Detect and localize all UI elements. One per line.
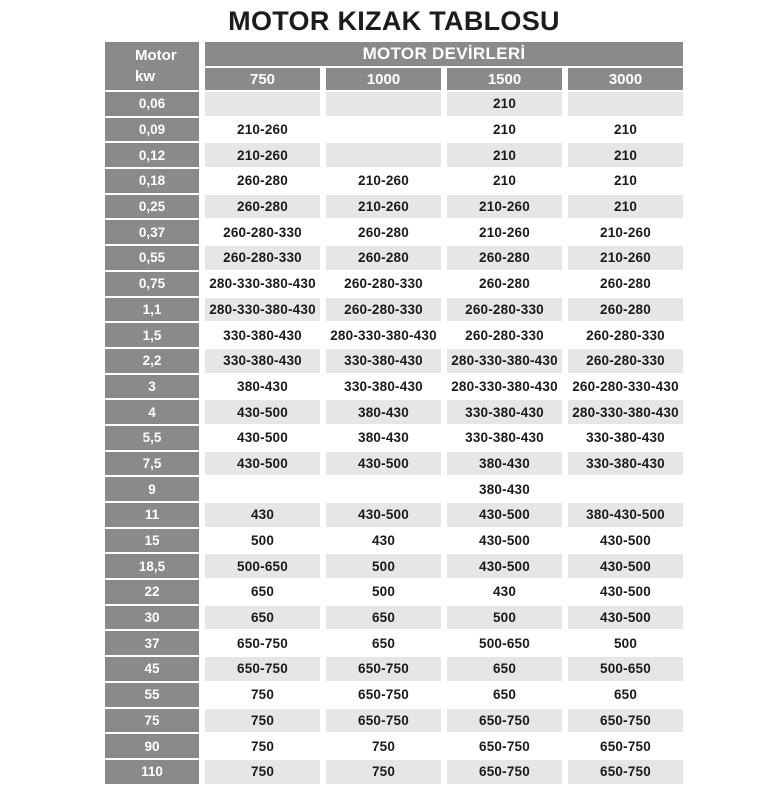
kizak-value-cell bbox=[326, 143, 441, 167]
kizak-value-cell: 380-430 bbox=[326, 400, 441, 424]
kizak-value-cell: 260-280 bbox=[447, 272, 562, 296]
motor-kw-value: 0,25 bbox=[105, 195, 199, 219]
kizak-value-cell: 280-330-380-430 bbox=[326, 323, 441, 347]
kizak-value-cell: 430-500 bbox=[205, 400, 320, 424]
kizak-value-cell: 260-280-330 bbox=[568, 349, 683, 373]
kizak-value-cell: 650-750 bbox=[326, 709, 441, 733]
kizak-value-cell: 650-750 bbox=[326, 683, 441, 707]
kizak-value-cell bbox=[205, 477, 320, 501]
motor-kw-value: 4 bbox=[105, 400, 199, 424]
motor-kw-value: 0,06 bbox=[105, 92, 199, 116]
kizak-value-cell: 430-500 bbox=[568, 606, 683, 630]
kizak-value-cell: 650-750 bbox=[447, 709, 562, 733]
kizak-value-cell: 210 bbox=[568, 195, 683, 219]
kizak-value-cell bbox=[568, 477, 683, 501]
kizak-value-cell: 280-330-380-430 bbox=[447, 375, 562, 399]
kizak-value-cell: 750 bbox=[205, 760, 320, 784]
kizak-value-cell: 210 bbox=[447, 169, 562, 193]
kizak-value-cell: 650 bbox=[205, 606, 320, 630]
kizak-value-cell: 650 bbox=[326, 631, 441, 655]
kizak-value-cell: 500-650 bbox=[447, 631, 562, 655]
motor-kw-header bbox=[105, 42, 199, 90]
motor-kw-value: 110 bbox=[105, 760, 199, 784]
kizak-value-cell: 260-280-330 bbox=[326, 272, 441, 296]
motor-kw-value: 75 bbox=[105, 709, 199, 733]
kizak-value-cell: 430 bbox=[326, 529, 441, 553]
kizak-value-cell: 430-500 bbox=[205, 426, 320, 450]
motor-kw-value: 0,12 bbox=[105, 143, 199, 167]
kizak-value-cell: 260-280-330 bbox=[205, 220, 320, 244]
kizak-value-cell: 650 bbox=[568, 683, 683, 707]
kizak-value-cell: 500 bbox=[326, 554, 441, 578]
kizak-value-cell: 650-750 bbox=[447, 734, 562, 758]
motor-kw-value: 3 bbox=[105, 375, 199, 399]
kizak-value-cell: 280-330-380-430 bbox=[447, 349, 562, 373]
motor-kw-value: 5,5 bbox=[105, 426, 199, 450]
kizak-value-cell: 210-260 bbox=[326, 169, 441, 193]
kizak-value-cell: 260-280 bbox=[568, 298, 683, 322]
kizak-value-cell: 430-500 bbox=[326, 452, 441, 476]
motor-kw-value: 1,1 bbox=[105, 298, 199, 322]
motor-kw-value: 0,55 bbox=[105, 246, 199, 270]
kizak-value-cell: 500 bbox=[568, 631, 683, 655]
kizak-value-cell: 750 bbox=[326, 734, 441, 758]
kizak-value-cell: 330-380-430 bbox=[205, 323, 320, 347]
kw-unit-label: kw bbox=[135, 68, 156, 85]
kizak-value-cell: 380-430 bbox=[447, 477, 562, 501]
kizak-value-cell: 430-500 bbox=[326, 503, 441, 527]
motor-kw-value: 0,18 bbox=[105, 169, 199, 193]
kizak-value-cell: 430-500 bbox=[447, 529, 562, 553]
kizak-value-cell: 430-500 bbox=[205, 452, 320, 476]
kizak-value-cell: 380-430-500 bbox=[568, 503, 683, 527]
kizak-value-cell: 650-750 bbox=[447, 760, 562, 784]
kizak-value-cell: 500 bbox=[205, 529, 320, 553]
kizak-value-cell: 210-260 bbox=[205, 143, 320, 167]
kizak-value-cell: 650-750 bbox=[205, 631, 320, 655]
kizak-value-cell: 650-750 bbox=[205, 657, 320, 681]
kizak-value-cell: 330-380-430 bbox=[205, 349, 320, 373]
kizak-value-cell: 210 bbox=[447, 143, 562, 167]
motor-kw-value: 11 bbox=[105, 503, 199, 527]
kizak-value-cell: 260-280-330 bbox=[568, 323, 683, 347]
kizak-value-cell: 750 bbox=[205, 709, 320, 733]
speed-column-header: 750 bbox=[205, 68, 320, 90]
kizak-value-cell: 650 bbox=[447, 683, 562, 707]
kizak-value-cell: 430-500 bbox=[568, 554, 683, 578]
kizak-value-cell: 430-500 bbox=[447, 554, 562, 578]
kizak-value-cell: 430-500 bbox=[568, 529, 683, 553]
kizak-value-cell: 280-330-380-430 bbox=[568, 400, 683, 424]
kizak-value-cell: 650-750 bbox=[568, 709, 683, 733]
kizak-value-cell: 260-280 bbox=[326, 220, 441, 244]
kizak-value-cell: 330-380-430 bbox=[447, 426, 562, 450]
speed-column-header: 1500 bbox=[447, 68, 562, 90]
kizak-value-cell: 280-330-380-430 bbox=[205, 272, 320, 296]
kizak-value-cell: 430-500 bbox=[568, 580, 683, 604]
motor-kizak-table bbox=[105, 42, 683, 784]
kizak-value-cell: 650-750 bbox=[326, 657, 441, 681]
kizak-value-cell: 210 bbox=[447, 92, 562, 116]
motor-kw-value: 0,09 bbox=[105, 118, 199, 142]
kizak-value-cell bbox=[205, 92, 320, 116]
kizak-value-cell: 210-260 bbox=[326, 195, 441, 219]
kizak-value-cell bbox=[326, 118, 441, 142]
motor-devirleri-header: MOTOR DEVİRLERİ bbox=[205, 42, 683, 66]
motor-kw-value: 9 bbox=[105, 477, 199, 501]
kizak-value-cell: 210 bbox=[568, 118, 683, 142]
kizak-value-cell: 650-750 bbox=[568, 734, 683, 758]
motor-kw-value: 7,5 bbox=[105, 452, 199, 476]
kizak-value-cell: 650-750 bbox=[568, 760, 683, 784]
kizak-value-cell: 210-260 bbox=[447, 195, 562, 219]
kizak-value-cell: 280-330-380-430 bbox=[205, 298, 320, 322]
motor-kw-value: 18,5 bbox=[105, 554, 199, 578]
speed-column-header: 1000 bbox=[326, 68, 441, 90]
motor-kw-value: 45 bbox=[105, 657, 199, 681]
motor-kw-value: 1,5 bbox=[105, 323, 199, 347]
motor-header-label: Motor bbox=[135, 47, 177, 64]
kizak-value-cell: 750 bbox=[205, 683, 320, 707]
kizak-value-cell: 650 bbox=[447, 657, 562, 681]
kizak-value-cell bbox=[326, 477, 441, 501]
kizak-value-cell: 330-380-430 bbox=[326, 349, 441, 373]
motor-kw-value: 90 bbox=[105, 734, 199, 758]
kizak-value-cell: 210-260 bbox=[568, 220, 683, 244]
kizak-value-cell: 430 bbox=[205, 503, 320, 527]
kizak-value-cell: 260-280 bbox=[205, 169, 320, 193]
kizak-value-cell: 210-260 bbox=[447, 220, 562, 244]
motor-kw-value: 37 bbox=[105, 631, 199, 655]
kizak-value-cell: 380-430 bbox=[447, 452, 562, 476]
motor-kw-value: 55 bbox=[105, 683, 199, 707]
kizak-value-cell: 210 bbox=[568, 169, 683, 193]
kizak-value-cell: 330-380-430 bbox=[447, 400, 562, 424]
kizak-value-cell: 430-500 bbox=[447, 503, 562, 527]
kizak-value-cell: 330-380-430 bbox=[568, 452, 683, 476]
kizak-value-cell: 260-280 bbox=[205, 195, 320, 219]
kizak-value-cell bbox=[568, 92, 683, 116]
kizak-value-cell: 650 bbox=[326, 606, 441, 630]
kizak-value-cell: 650 bbox=[205, 580, 320, 604]
motor-kw-value: 30 bbox=[105, 606, 199, 630]
kizak-value-cell: 500 bbox=[326, 580, 441, 604]
motor-kw-value: 0,37 bbox=[105, 220, 199, 244]
page-title: MOTOR KIZAK TABLOSU bbox=[228, 6, 560, 36]
kizak-value-cell: 260-280-330 bbox=[447, 298, 562, 322]
kizak-value-cell: 260-280-330 bbox=[326, 298, 441, 322]
motor-kw-value: 0,75 bbox=[105, 272, 199, 296]
kizak-value-cell: 750 bbox=[326, 760, 441, 784]
motor-kw-value: 15 bbox=[105, 529, 199, 553]
motor-kw-value: 22 bbox=[105, 580, 199, 604]
kizak-value-cell: 500-650 bbox=[205, 554, 320, 578]
kizak-value-cell: 260-280 bbox=[568, 272, 683, 296]
speed-column-header: 3000 bbox=[568, 68, 683, 90]
kizak-value-cell: 500-650 bbox=[568, 657, 683, 681]
kizak-value-cell: 210-260 bbox=[568, 246, 683, 270]
kizak-value-cell: 260-280 bbox=[326, 246, 441, 270]
motor-kw-value: 2,2 bbox=[105, 349, 199, 373]
kizak-value-cell: 260-280-330 bbox=[205, 246, 320, 270]
kizak-value-cell: 750 bbox=[205, 734, 320, 758]
kizak-value-cell: 430 bbox=[447, 580, 562, 604]
kizak-value-cell bbox=[326, 92, 441, 116]
kizak-value-cell: 330-380-430 bbox=[568, 426, 683, 450]
kizak-value-cell: 330-380-430 bbox=[326, 375, 441, 399]
kizak-value-cell: 210-260 bbox=[205, 118, 320, 142]
kizak-value-cell: 260-280-330-430 bbox=[568, 375, 683, 399]
kizak-value-cell: 380-430 bbox=[205, 375, 320, 399]
kizak-value-cell: 210 bbox=[568, 143, 683, 167]
kizak-value-cell: 500 bbox=[447, 606, 562, 630]
kizak-value-cell: 210 bbox=[447, 118, 562, 142]
kizak-value-cell: 260-280-330 bbox=[447, 323, 562, 347]
kizak-value-cell: 260-280 bbox=[447, 246, 562, 270]
kizak-value-cell: 380-430 bbox=[326, 426, 441, 450]
